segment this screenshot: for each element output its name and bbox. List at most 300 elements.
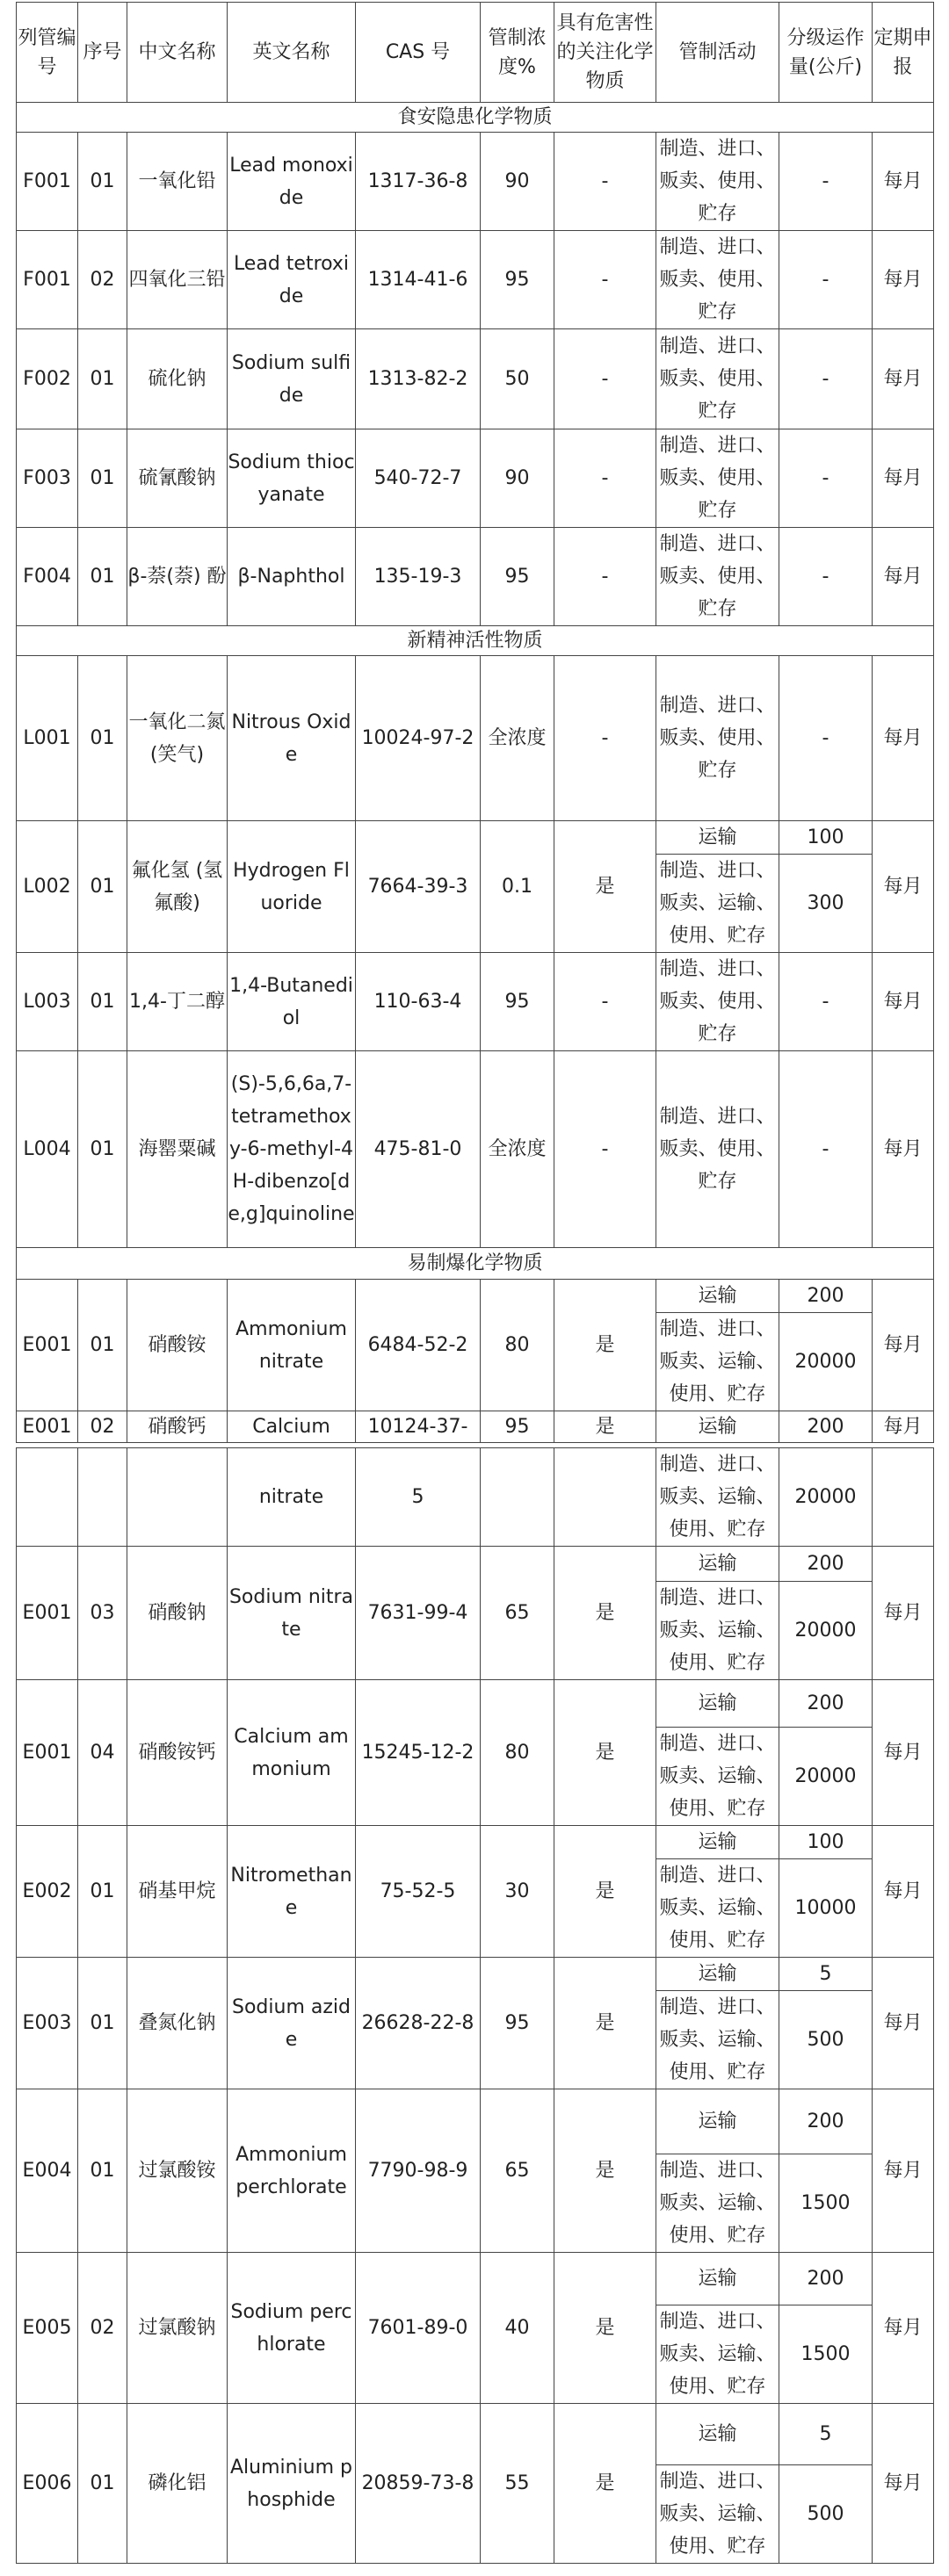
concentration-cell [480,1279,554,1411]
grade-transport-cell-text: 200 [807,1285,844,1307]
concentration-cell [480,1050,554,1248]
hazard-flag-cell-text: 是 [595,1602,615,1624]
seq-cell-text: 02 [90,269,115,291]
cas-number-cell-text: 20859-73-8 [361,2472,474,2494]
concentration-cell-text: 65 [504,2160,530,2182]
activity-cell [656,230,779,329]
chinese-name-cell-text: 硝基甲烷 [138,1880,216,1902]
list-number-cell [16,655,78,821]
grade-full-cell [779,1312,873,1411]
cas-number-cell [355,1447,481,1547]
hazard-flag-cell-text: 是 [595,1742,615,1764]
english-name-cell [227,1825,356,1958]
report-cell [872,328,934,429]
english-name-cell [227,328,356,429]
hazard-flag-cell [554,2089,656,2253]
english-name-cell [227,230,356,329]
activity-full-cell [656,1727,779,1826]
chinese-name-cell-text: β-萘(萘) 酚 [127,566,227,588]
concentration-cell [480,655,554,821]
section-food-text: 食安隐患化学物质 [397,106,553,128]
seq-cell-text: 01 [90,1334,115,1356]
seq-cell [77,952,127,1051]
cas-number-cell [355,1825,481,1958]
grade-full-cell-text: 500 [807,2029,844,2051]
seq-cell [77,655,127,821]
concentration-cell-text: 90 [504,467,530,489]
concentration-cell [480,1546,554,1680]
list-number-cell [16,527,78,626]
report-cell [872,1546,934,1680]
report-cell [872,952,934,1051]
hazard-flag-cell [554,230,656,329]
concentration-cell-text: 80 [504,1334,530,1356]
list-number-cell-text: L001 [23,727,71,749]
section-exp [16,1247,934,1280]
seq-cell-text: 01 [90,2160,115,2182]
english-name-cell-text: nitrate [258,1486,324,1508]
english-name-cell-text: Lead tetroxide [233,252,350,307]
list-number-cell-text: L002 [23,876,71,898]
report-cell-text: 每月 [883,1742,923,1764]
activity-full-cell-text: 制造、进口、贩卖、运输、使用、贮存 [659,1996,776,2083]
grade-transport-cell-text: 200 [807,1553,844,1575]
hazard-flag-cell [554,952,656,1051]
concentration-cell-text: 55 [504,2472,530,2494]
seq-cell [77,2252,127,2404]
activity-full-cell [656,1858,779,1958]
header-cn [127,2,228,103]
english-name-cell [227,1447,356,1547]
list-number-cell-text: L004 [23,1138,71,1160]
grade-full-cell-text: 20000 [794,1351,857,1373]
list-number-cell-text: E001 [22,1416,72,1438]
cas-number-cell-text: 7790-98-9 [367,2160,468,2182]
chinese-name-cell [127,527,228,626]
list-number-cell [16,952,78,1051]
report-cell [872,1957,934,2089]
grade-transport-cell-text: 200 [807,2268,844,2290]
activity-full-cell-text: 制造、进口、贩卖、运输、使用、贮存 [659,2160,776,2247]
report-cell-text: 每月 [883,1138,923,1160]
grade-amount-cell-text: - [822,170,829,192]
english-name-cell [227,527,356,626]
cas-number-cell-text: 110-63-4 [373,991,462,1013]
grade-amount-cell-text: - [822,566,829,588]
report-cell-text: 每月 [883,368,923,390]
grade-full-cell [779,1990,873,2089]
seq-cell-text: 01 [90,170,115,192]
grade-transport-cell-text: 100 [807,826,844,848]
header-seq-text: 序号 [83,41,122,63]
list-number-cell-text: E005 [22,2317,72,2339]
cas-number-cell-text: 10024-97-2 [361,727,474,749]
english-name-cell [227,132,356,231]
seq-cell [77,2403,127,2564]
concentration-cell [480,328,554,429]
header-en [227,2,356,103]
report-cell [872,132,934,231]
english-name-cell [227,1679,356,1826]
list-number-cell [16,429,78,528]
grade-amount-cell-text: 200 [807,1416,844,1438]
cas-number-cell [355,1679,481,1826]
list-number-cell-text: F003 [23,467,71,489]
header-hazard-text: 具有危害性的关注化学物质 [556,12,654,92]
concentration-cell [480,132,554,231]
grade-full-cell [779,1727,873,1826]
cas-number-cell [355,952,481,1051]
hazard-flag-cell-text: - [601,269,609,291]
list-number-cell-text: E001 [22,1602,72,1624]
activity-transport-cell-text: 运输 [698,2111,737,2132]
hazard-flag-cell [554,1279,656,1411]
english-name-cell [227,952,356,1051]
activity-transport-cell [656,2252,779,2305]
cas-number-cell [355,429,481,528]
activity-full-cell [656,2464,779,2564]
hazard-flag-cell [554,132,656,231]
activity-cell-text: 制造、进口、贩卖、使用、贮存 [659,336,776,422]
report-cell-text: 每月 [883,2012,923,2034]
english-name-cell-text: Sodium perchlorate [230,2300,352,2356]
concentration-cell-text: 50 [504,368,530,390]
seq-cell-text: 01 [90,2012,115,2034]
english-name-cell-text: Sodium sulfide [231,351,351,407]
concentration-cell-text: 0.1 [502,876,532,898]
concentration-cell [480,230,554,329]
hazard-flag-cell [554,1447,656,1547]
chinese-name-cell [127,328,228,429]
concentration-cell-text: 90 [504,170,530,192]
seq-cell-text: 01 [90,727,115,749]
cas-number-cell [355,2403,481,2564]
activity-cell [656,527,779,626]
concentration-cell-text: 95 [504,1416,530,1438]
report-cell [872,1411,934,1443]
activity-full-cell [656,1447,779,1547]
list-number-cell-text: E001 [22,1742,72,1764]
grade-full-cell [779,2154,873,2253]
grade-amount-cell [779,952,873,1051]
list-number-cell-text: E006 [22,2472,72,2494]
report-cell-text: 每月 [883,2160,923,2182]
seq-cell-text: 01 [90,1880,115,1902]
chinese-name-cell-text: 硝酸钙 [148,1416,206,1438]
activity-cell [656,132,779,231]
cas-number-cell [355,527,481,626]
list-number-cell-text: L003 [23,991,71,1013]
cas-number-cell-text: 7631-99-4 [367,1602,468,1624]
report-cell-text: 每月 [883,1880,923,1902]
seq-cell [77,132,127,231]
hazard-flag-cell [554,527,656,626]
cas-number-cell [355,1279,481,1411]
english-name-cell [227,1050,356,1248]
activity-transport-cell [656,820,779,855]
cas-number-cell-text: 15245-12-2 [361,1742,474,1764]
cas-number-cell-text: 6484-52-2 [367,1334,468,1356]
list-number-cell [16,230,78,329]
list-number-cell [16,1447,78,1547]
grade-full-cell-text: 1500 [800,2192,851,2214]
hazard-flag-cell [554,820,656,953]
grade-transport-cell [779,1679,873,1728]
section-food [16,102,934,133]
grade-transport-cell [779,820,873,855]
seq-cell [77,1957,127,2089]
activity-full-cell-text: 制造、进口、贩卖、运输、使用、贮存 [659,1587,776,1674]
activity-full-cell [656,2154,779,2253]
activity-cell [656,1411,779,1443]
chinese-name-cell-text: 过氯酸钠 [138,2317,216,2339]
list-number-cell-text: F004 [23,566,71,588]
chinese-name-cell-text: 硝酸铵 [148,1334,206,1356]
concentration-cell [480,2403,554,2564]
activity-cell-text: 制造、进口、贩卖、使用、贮存 [659,695,776,782]
grade-transport-cell-text: 200 [807,2111,844,2132]
activity-full-cell-text: 制造、进口、贩卖、运输、使用、贮存 [659,1318,776,1405]
hazard-flag-cell [554,1050,656,1248]
hazard-flag-cell [554,429,656,528]
grade-full-cell [779,2464,873,2564]
report-cell [872,655,934,821]
cas-number-cell [355,820,481,953]
activity-full-cell-text: 制造、进口、贩卖、运输、使用、贮存 [659,1733,776,1820]
concentration-cell [480,1825,554,1958]
english-name-cell-text: Nitromethane [230,1864,352,1919]
chinese-name-cell [127,1825,228,1958]
grade-transport-cell-text: 200 [807,1692,844,1714]
grade-full-cell [779,2305,873,2404]
grade-full-cell [779,1581,873,1680]
chinese-name-cell [127,952,228,1051]
english-name-cell-text: Aluminium phosphide [229,2456,353,2511]
hazard-flag-cell-text: 是 [595,876,615,898]
cas-number-cell-text: 10124-37- [367,1416,468,1438]
list-number-cell-text: F001 [23,269,71,291]
hazard-flag-cell-text: 是 [595,2012,615,2034]
cas-number-cell [355,2089,481,2253]
cas-number-cell-text: 7664-39-3 [367,876,468,898]
english-name-cell-text: Calcium ammonium [234,1725,349,1780]
seq-cell [77,1825,127,1958]
concentration-cell-text: 65 [504,1602,530,1624]
seq-cell-text: 04 [90,1742,115,1764]
section-psy [16,625,934,656]
activity-cell [656,1050,779,1248]
seq-cell-text: 02 [90,1416,115,1438]
seq-cell [77,1279,127,1411]
hazard-flag-cell-text: - [601,566,609,588]
activity-full-cell [656,2305,779,2404]
activity-cell [656,655,779,821]
header-conc [480,2,554,103]
section-psy-text: 新精神活性物质 [407,630,543,652]
activity-transport-cell [656,2089,779,2154]
activity-transport-cell [656,1825,779,1859]
hazard-flag-cell-text: - [601,170,609,192]
grade-transport-cell [779,1279,873,1313]
chinese-name-cell-text: 硫氰酸钠 [138,467,216,489]
english-name-cell-text: Sodium nitrate [228,1585,354,1641]
hazard-flag-cell-text: - [601,368,609,390]
header-activity-text: 管制活动 [678,41,757,63]
grade-full-cell-text: 1500 [800,2343,851,2365]
seq-cell-text: 01 [90,566,115,588]
list-number-cell-text: F002 [23,368,71,390]
hazard-flag-cell-text: 是 [595,1334,615,1356]
report-cell-text: 每月 [883,727,923,749]
activity-full-cell-text: 制造、进口、贩卖、运输、使用、贮存 [659,1865,776,1952]
chinese-name-cell-text: 氟化氢 (氢氟酸) [131,859,223,914]
report-cell [872,820,934,953]
list-number-cell [16,328,78,429]
header-grade [779,2,873,103]
seq-cell [77,527,127,626]
cas-number-cell [355,1411,481,1443]
cas-number-cell-text: 5 [411,1486,424,1508]
activity-transport-cell [656,1957,779,1991]
report-cell-text: 每月 [883,1416,923,1438]
concentration-cell-text: 95 [504,991,530,1013]
grade-amount-cell-text: - [822,467,829,489]
chinese-name-cell [127,429,228,528]
english-name-cell [227,655,356,821]
seq-cell [77,2089,127,2253]
report-cell-text: 每月 [883,2317,923,2339]
list-number-cell-text: E001 [22,1334,72,1356]
cas-number-cell-text: 475-81-0 [373,1138,462,1160]
hazard-flag-cell [554,1957,656,2089]
list-number-cell [16,2403,78,2564]
seq-cell [77,230,127,329]
activity-full-cell-text: 制造、进口、贩卖、运输、使用、贮存 [659,2311,776,2398]
concentration-cell [480,429,554,528]
list-number-cell [16,2089,78,2253]
chinese-name-cell-text: 一氧化二氮 (笑气) [128,711,226,766]
grade-full-cell-text: 300 [807,892,844,914]
concentration-cell-text: 全浓度 [488,727,547,749]
activity-cell-text: 制造、进口、贩卖、使用、贮存 [659,533,776,620]
chinese-name-cell-text: 硝酸钠 [148,1602,206,1624]
seq-cell-text: 01 [90,467,115,489]
english-name-cell [227,1957,356,2089]
chinese-name-cell [127,1957,228,2089]
activity-cell-text: 制造、进口、贩卖、使用、贮存 [659,236,776,323]
header-report [872,2,934,103]
list-number-cell [16,1411,78,1443]
activity-transport-cell-text: 运输 [698,1553,737,1575]
chinese-name-cell [127,1050,228,1248]
activity-full-cell-text: 制造、进口、贩卖、运输、使用、贮存 [659,2471,776,2558]
cas-number-cell-text: 26628-22-8 [361,2012,474,2034]
hazard-flag-cell [554,655,656,821]
activity-transport-cell-text: 运输 [698,826,737,848]
concentration-cell [480,952,554,1051]
grade-amount-cell [779,655,873,821]
activity-transport-cell [656,1279,779,1313]
grade-full-cell-text: 500 [807,2503,844,2525]
report-cell [872,1279,934,1411]
cas-number-cell [355,1957,481,2089]
grade-transport-cell [779,1957,873,1991]
grade-transport-cell-text: 100 [807,1831,844,1853]
header-conc-text: 管制浓度% [488,26,547,78]
hazard-flag-cell [554,2403,656,2564]
report-cell [872,527,934,626]
activity-cell [656,328,779,429]
grade-transport-cell [779,2403,873,2465]
list-number-cell [16,1679,78,1826]
english-name-cell [227,2403,356,2564]
report-cell [872,1447,934,1547]
seq-cell [77,1546,127,1680]
cas-number-cell-text: 7601-89-0 [367,2317,468,2339]
cas-number-cell-text: 1314-41-6 [367,269,468,291]
english-name-cell-text: Ammonium perchlorate [235,2143,347,2198]
grade-amount-cell [779,429,873,528]
english-name-cell [227,1546,356,1680]
english-name-cell-text: (S)-5,6,6a,7-tetramethoxy-6-methyl-4H-dibenzo[de,g]quinoline [228,1073,355,1225]
grade-transport-cell [779,2252,873,2305]
concentration-cell-text: 全浓度 [488,1138,547,1160]
report-cell [872,2252,934,2404]
report-cell-text: 每月 [883,2472,923,2494]
cas-number-cell [355,132,481,231]
english-name-cell [227,820,356,953]
hazard-flag-cell-text: - [601,727,609,749]
cas-number-cell-text: 1317-36-8 [367,170,468,192]
grade-full-cell [779,1858,873,1958]
grade-transport-cell [779,1546,873,1582]
chinese-name-cell [127,2252,228,2404]
concentration-cell [480,2252,554,2404]
list-number-cell-text: E004 [22,2160,72,2182]
hazard-flag-cell [554,328,656,429]
english-name-cell-text: Sodium azide [232,1995,351,2051]
report-cell-text: 每月 [883,991,923,1013]
header-cas [355,2,481,103]
concentration-cell [480,820,554,953]
english-name-cell-text: Nitrous Oxide [231,711,351,766]
seq-cell [77,1411,127,1443]
english-name-cell-text: Calcium [252,1416,330,1438]
concentration-cell-text: 95 [504,2012,530,2034]
activity-cell-text: 运输 [698,1416,737,1438]
hazard-flag-cell-text: 是 [595,1416,615,1438]
grade-amount-cell [779,527,873,626]
report-cell-text: 每月 [883,1334,923,1356]
cas-number-cell [355,1050,481,1248]
concentration-cell-text: 40 [504,2317,530,2339]
seq-cell-text: 01 [90,368,115,390]
cas-number-cell-text: 75-52-5 [380,1880,456,1902]
header-report-text: 定期申报 [873,26,932,78]
grade-amount-cell-text: - [822,991,829,1013]
report-cell [872,2403,934,2564]
concentration-cell [480,1447,554,1547]
report-cell-text: 每月 [883,566,923,588]
hazard-flag-cell-text: 是 [595,2317,615,2339]
activity-transport-cell-text: 运输 [698,2268,737,2290]
grade-amount-cell-text: - [822,368,829,390]
activity-transport-cell [656,2403,779,2465]
cas-number-cell [355,328,481,429]
activity-transport-cell-text: 运输 [698,1692,737,1714]
grade-amount-cell [779,132,873,231]
report-cell-text: 每月 [883,269,923,291]
